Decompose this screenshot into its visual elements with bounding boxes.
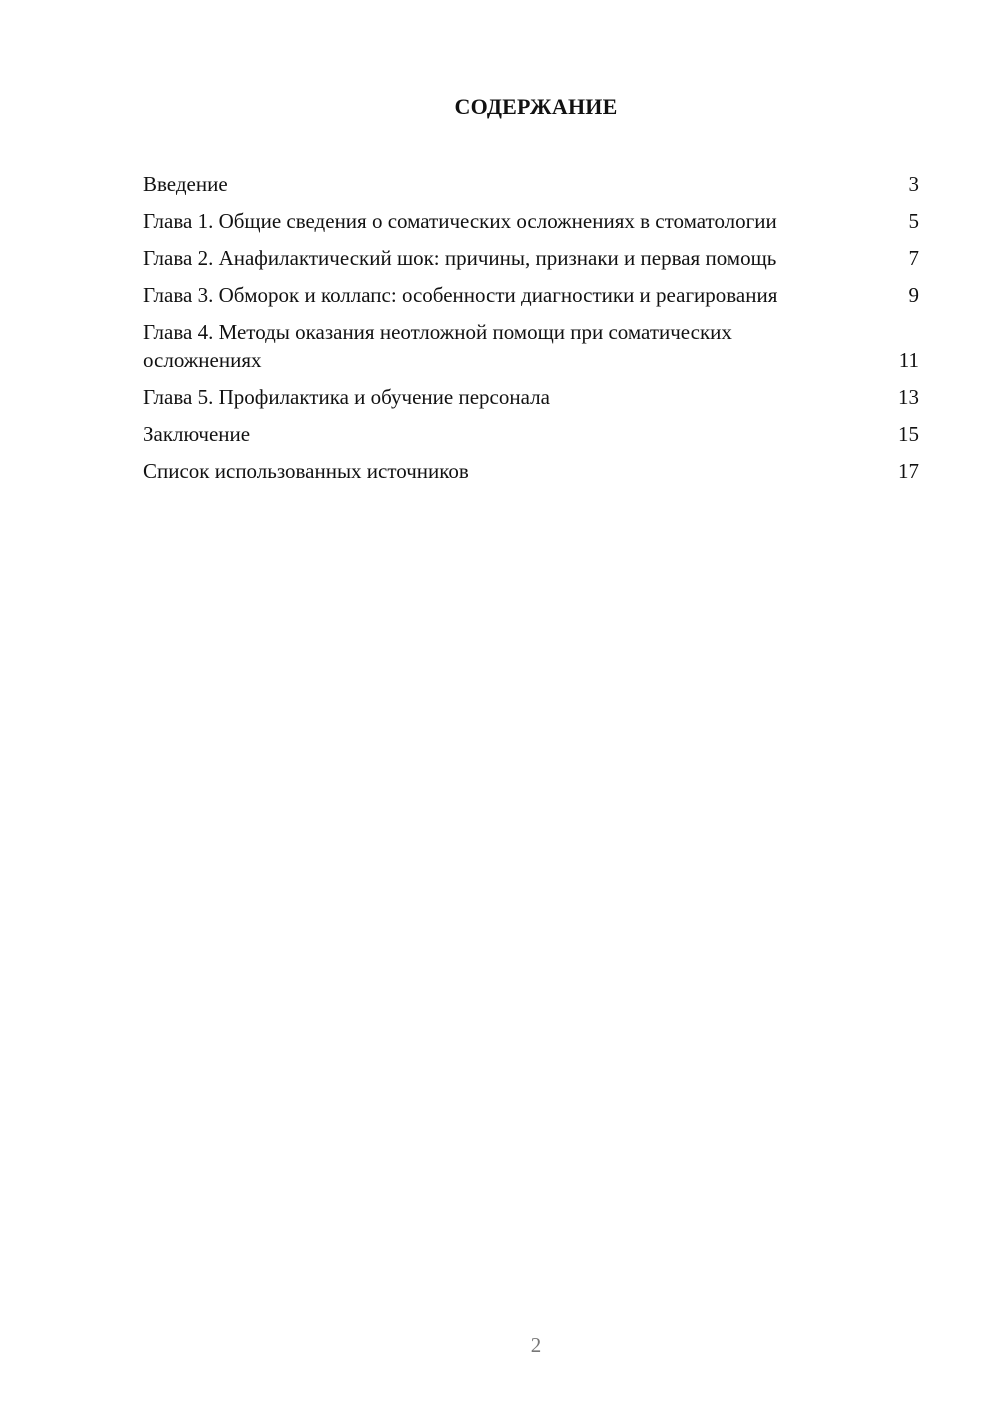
- toc-entry-conclusion[interactable]: [143, 421, 919, 449]
- table-of-contents: [143, 171, 919, 495]
- toc-entry-page: 3: [908, 172, 919, 196]
- page-title: СОДЕРЖАНИЕ: [454, 94, 618, 119]
- toc-entry-page: 17: [898, 458, 919, 483]
- toc-entry-introduction[interactable]: [143, 171, 919, 199]
- toc-entry-page: 5: [908, 209, 919, 233]
- toc-entry-title: Глава 3. Обморок и коллапс: особенности диагностики и реагирования: [143, 283, 778, 307]
- toc-entry-chapter-4[interactable]: [143, 319, 919, 374]
- toc-entry-page: 15: [898, 421, 919, 446]
- toc-entry-chapter-2[interactable]: [143, 245, 919, 273]
- toc-entry-title: Глава 5. Профилактика и обучение персонала: [143, 384, 550, 409]
- toc-entry-title: Заключение: [143, 421, 251, 446]
- toc-entry-title: Глава 1. Общие сведения о соматических осложнениях в стоматологии: [143, 209, 777, 233]
- toc-entry-chapter-1[interactable]: [143, 208, 919, 236]
- toc-entry-page: 9: [908, 283, 919, 307]
- toc-entry-title: Глава 4. Методы оказания неотложной помощи при соматических осложнениях: [143, 320, 732, 372]
- toc-entry-title: Список использованных источников: [143, 458, 469, 483]
- toc-entry-title: Введение: [143, 172, 228, 196]
- toc-entry-chapter-5[interactable]: [143, 384, 919, 412]
- page-number: 2: [530, 1333, 542, 1357]
- toc-entry-chapter-3[interactable]: [143, 282, 919, 310]
- toc-entry-page: 13: [898, 384, 919, 409]
- toc-entry-title: Глава 2. Анафилактический шок: причины, признаки и первая помощь: [143, 246, 777, 270]
- toc-entry-references[interactable]: [143, 458, 919, 486]
- toc-entry-page: 11: [898, 347, 919, 372]
- toc-entry-page: 7: [908, 246, 919, 270]
